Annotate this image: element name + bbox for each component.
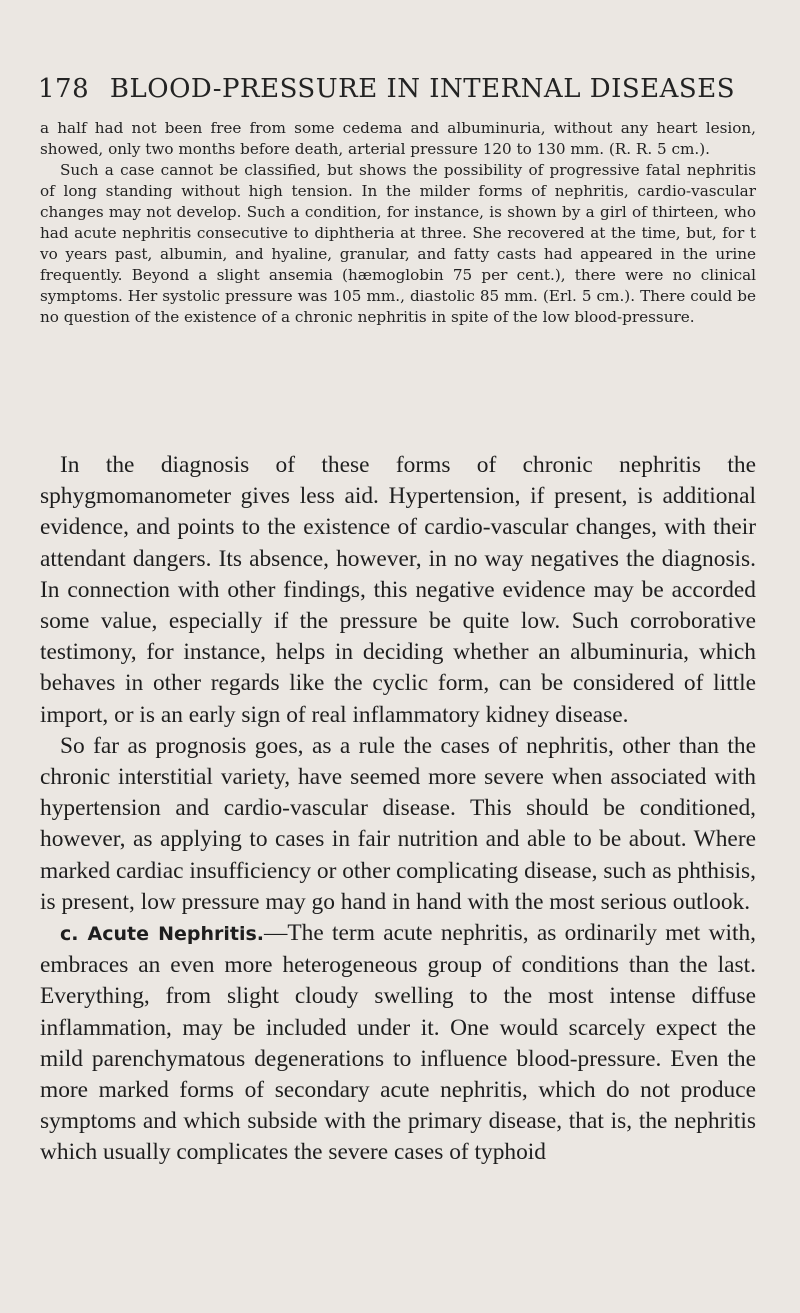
case-paragraph-1: a half had not been free from some cedema and albuminuria, without any heart lesion, showed, only two months before death, arterial pressure 120 to 130 mm. (R. R. 5 cm.).: [40, 119, 756, 158]
case-paragraph-2: Such a case cannot be classified, but shows the possibility of progressive fatal nephritis of long standing without high tension. In the milder forms of nephritis, cardio-vascular changes may not develop. Such a condition, for instance, is shown by a girl of thirteen, who had acute nephritis consecutive to diphtheria at three. She recovered at the time, but, for t vo years past, albumin, and hyaline, granular, and fatty casts had appeared in the urine frequently. Beyond a slight ansemia (hæmoglobin 75 per cent.), there were no clinical symptoms. Her systolic pressure was 105 mm., diastolic 85 mm. (Erl. 5 cm.). There could be no question of the existence of a chronic nephritis in spite of the low blood-pressure.: [40, 161, 756, 326]
acute-nephritis-text: —The term acute nephritis, as ordinarily met with, embraces an even more heterogeneous group of conditions than the last. Everything, from slight cloudy swelling to the most intense diffuse inflammation, may be included under it. One would scarcely expect the mild parenchymatous degenerations to influence blood-pressure. Even the more marked forms of secondary acute nephritis, which do not produce symptoms and which subside with the primary disease, that is, the nephritis which usually complicates the severe cases of typhoid: [40, 920, 756, 1166]
acute-nephritis-paragraph: [40, 918, 756, 1169]
small-print-case-notes: [40, 118, 756, 328]
prognosis-paragraph: So far as prognosis goes, as a rule the cases of nephritis, other than the chronic interstitial variety, have seemed more severe when associated with hypertension and cardio-vascular disease. This should be conditioned, however, as applying to cases in fair nutrition and able to be about. Where marked cardiac insufficiency or other complicating disease, such as phthisis, is present, low pressure may go hand in hand with the most serious outlook.: [40, 732, 757, 915]
diagnosis-paragraph: In the diagnosis of these forms of chronic nephritis the sphygmomanometer gives less aid. Hypertension, if present, is additional evidence, and points to the existence of cardio-vascular changes, with their attendant dangers. Its absence, however, in no way negatives the diagnosis. In connection with other findings, this negative evidence may be accorded some value, especially if the pressure be quite low. Such corroborative testimony, for instance, helps in deciding whether an albuminuria, which behaves in other regards like the cyclic form, can be considered of little import, or is an early sign of real inflammatory kidney disease.: [40, 452, 756, 728]
main-text: [40, 450, 756, 1169]
running-head: [38, 74, 738, 104]
page-number: 178: [38, 74, 90, 104]
running-title: BLOOD-PRESSURE IN INTERNAL DISEASES: [109, 74, 736, 104]
section-heading: c. Acute Nephritis.: [60, 923, 264, 946]
